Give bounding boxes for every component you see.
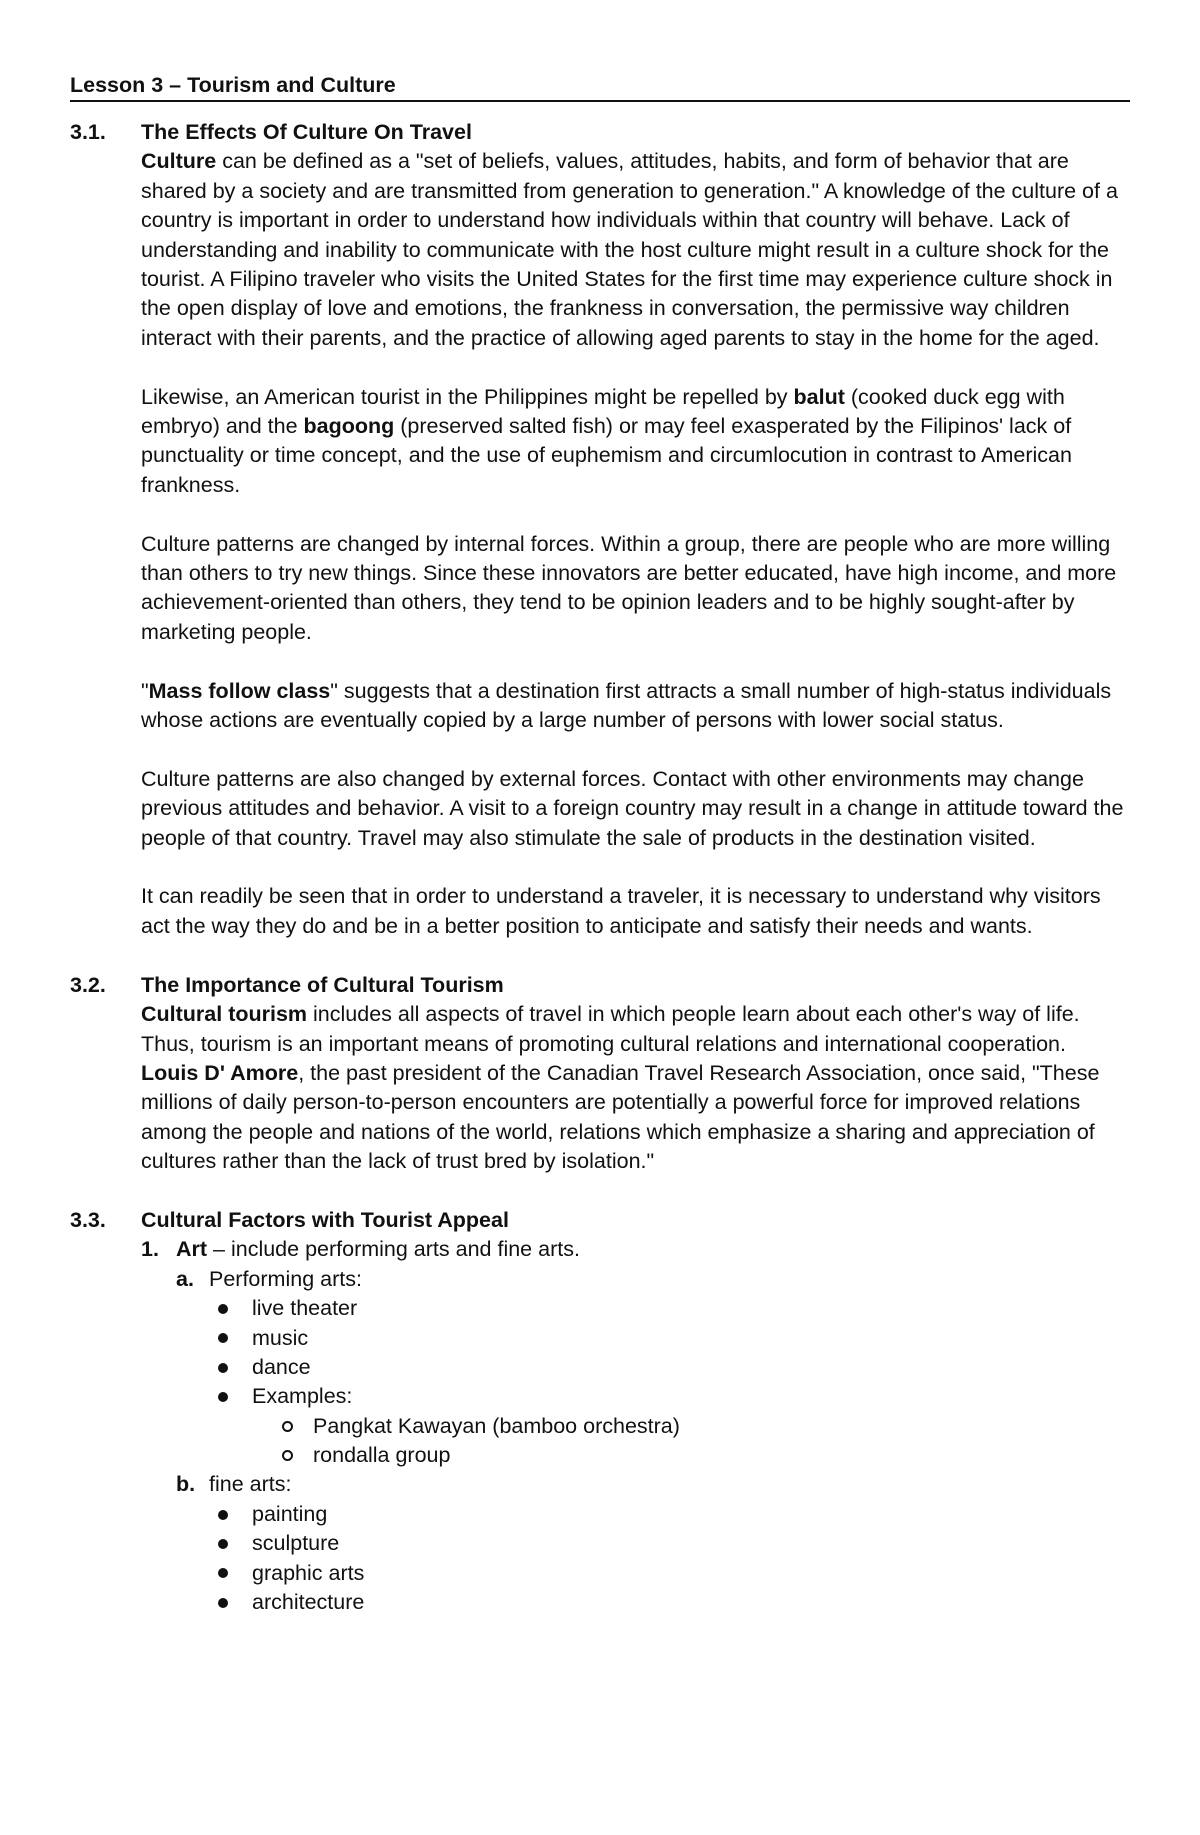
bullet-text: music xyxy=(252,1325,309,1350)
sublist-letter: a. xyxy=(176,1266,194,1291)
bullet-icon xyxy=(218,1333,228,1343)
list-item xyxy=(282,1441,1130,1470)
list-item xyxy=(211,1353,1130,1382)
paragraph-text: , the past president of the Canadian Travel Research Association, once said, "These millions of daily person-to-person encounters are potentially a powerful force for improved relations among the people and nations of the world, relations which emphasize a sharing and appreciation of cultures rather than the lack of trust bred by isolation." xyxy=(141,1060,1100,1174)
paragraph-text: " suggests that a destination first attracts a small number of high-status individuals whose actions are eventually copied by a large number of persons with lower social status. xyxy=(141,678,1112,733)
paragraph xyxy=(141,677,1130,736)
list-item xyxy=(211,1324,1130,1353)
bold-term: Art xyxy=(176,1237,208,1262)
paragraph-text: includes all aspects of travel in which people learn about each other's way of life. Thus, tourism is an important means of promoting cultural relations and international cooperation. xyxy=(141,1002,1080,1056)
list-item xyxy=(211,1588,1130,1617)
paragraph-text: (preserved salted fish) or may feel exasperated by the Filipinos' lack of punctuality or time concept, and the use of euphemism and circumlocution in contrast to American frankness. xyxy=(141,414,1072,497)
bullet-icon xyxy=(218,1598,228,1608)
bold-term: bagoong xyxy=(303,414,395,439)
section-heading xyxy=(70,118,1130,147)
bold-term: Culture xyxy=(141,149,217,174)
bullet-icon xyxy=(218,1392,228,1402)
circle-bullet-icon xyxy=(282,1421,293,1432)
bullet-text: Examples: xyxy=(252,1384,353,1409)
list-number: 1. xyxy=(141,1237,159,1262)
bullet-text: painting xyxy=(252,1501,328,1526)
section-heading xyxy=(70,1206,1130,1235)
paragraph: Culture patterns are also changed by external forces. Contact with other environments may change previous attitudes and behavior. A visit to a foreign country may result in a change in attitude toward the people of that country. Travel may also stimulate the sale of products in the destination visited. xyxy=(141,766,1124,850)
paragraph xyxy=(141,1000,1130,1059)
bullet-icon xyxy=(218,1363,228,1373)
circle-bullet-icon xyxy=(282,1450,293,1461)
sublist-item-fine-arts xyxy=(176,1470,1130,1499)
section-3-2 xyxy=(70,971,1130,1177)
paragraph-text: (cooked duck egg with embryo) and the xyxy=(141,384,1065,439)
section-title: The Importance of Cultural Tourism xyxy=(141,972,504,997)
paragraph: Culture patterns are changed by internal forces. Within a group, there are people who are more willing than others to try new things. Since these innovators are better educated, have high income, and more achievement-oriented than others, they tend to be opinion leaders and to be highly sought-after by marketing people. xyxy=(141,531,1117,644)
bullet-text: rondalla group xyxy=(313,1443,451,1468)
sublist-label: Performing arts: xyxy=(209,1266,362,1291)
bullet-text: Pangkat Kawayan (bamboo orchestra) xyxy=(313,1413,680,1438)
example-list xyxy=(282,1412,1130,1471)
section-title: Cultural Factors with Tourist Appeal xyxy=(141,1207,509,1232)
paragraph xyxy=(141,1059,1130,1177)
list-item xyxy=(211,1559,1130,1588)
bullet-text: dance xyxy=(252,1354,311,1379)
section-3-3 xyxy=(70,1206,1130,1618)
paragraph-text: can be defined as a "set of beliefs, values, attitudes, habits, and form of behavior that are shared by a society and are transmitted from generation to generation." A knowledge of the culture of a country is important in order to understand how individuals within that country will behave. Lack of understanding and inability to communicate with the host culture might result in a culture shock for the tourist. A Filipino traveler who visits the United States for the first time may experience culture shock in the open display of love and emotions, the frankness in conversation, the permissive way children interact with their parents, and the practice of allowing aged parents to stay in the home for the aged. xyxy=(141,149,1118,350)
bold-term: Mass follow class xyxy=(148,678,331,703)
bold-term: Louis D' Amore xyxy=(141,1060,299,1085)
paragraph-text: Likewise, an American tourist in the Philippines might be repelled by xyxy=(141,384,794,409)
bold-term: Cultural tourism xyxy=(141,1002,308,1027)
paragraph xyxy=(141,147,1130,353)
document-page xyxy=(70,70,1130,1617)
list-text xyxy=(176,1235,580,1264)
bullet-text: architecture xyxy=(252,1590,365,1615)
bullet-list-fine-arts xyxy=(211,1500,1130,1618)
bullet-text: graphic arts xyxy=(252,1560,365,1585)
paragraph: It can readily be seen that in order to understand a traveler, it is necessary to understand why visitors act the way they do and be in a better position to anticipate and satisfy their needs and wants. xyxy=(141,884,1101,938)
sublist-letter: b. xyxy=(176,1472,196,1497)
bold-term: balut xyxy=(793,384,845,409)
bullet-list-performing-arts xyxy=(211,1294,1130,1412)
list-item xyxy=(211,1500,1130,1529)
list-item-art xyxy=(141,1235,1130,1264)
list-item xyxy=(211,1382,1130,1411)
bullet-icon xyxy=(218,1568,228,1578)
section-title: The Effects Of Culture On Travel xyxy=(141,120,472,144)
section-body xyxy=(141,1000,1130,1176)
list-item xyxy=(282,1412,1130,1441)
bullet-icon xyxy=(218,1539,228,1549)
section-body xyxy=(141,147,1130,941)
list-item xyxy=(211,1529,1130,1558)
sublist-label: fine arts: xyxy=(209,1472,292,1497)
section-3-1 xyxy=(70,118,1130,941)
paragraph xyxy=(141,383,1130,501)
quote-mark: " xyxy=(141,678,149,703)
bullet-text: sculpture xyxy=(252,1531,340,1556)
bullet-icon xyxy=(218,1510,228,1520)
lesson-title: Lesson 3 – Tourism and Culture xyxy=(70,70,1130,102)
list-text-rest: – include performing arts and fine arts. xyxy=(207,1237,580,1262)
section-number: 3.2. xyxy=(70,972,106,997)
section-number: 3.3. xyxy=(70,1207,106,1232)
sublist-item-performing-arts xyxy=(176,1265,1130,1294)
section-number: 3.1. xyxy=(70,120,106,144)
bullet-text: live theater xyxy=(252,1296,358,1321)
bullet-icon xyxy=(218,1304,228,1314)
list-item xyxy=(211,1294,1130,1323)
section-heading xyxy=(70,971,1130,1000)
